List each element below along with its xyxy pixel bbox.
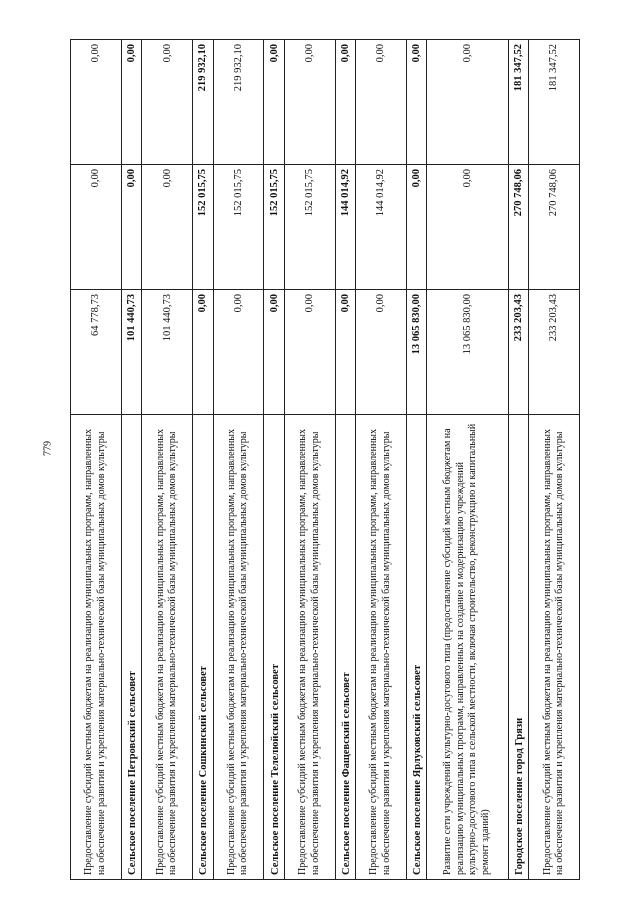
table-row-section [508,40,528,880]
row-value-3: 0,00 [356,40,407,165]
row-value-1: 0,00 [335,290,355,415]
row-value-2: 152 015,75 [284,165,335,290]
table-row-section [406,40,426,880]
row-value-3: 0,00 [406,40,426,165]
section-title: Сельское поселение Ярлуковский сельсовет [406,415,426,880]
row-value-3: 0,00 [71,40,122,165]
row-value-1: 13 065 830,00 [427,290,508,415]
row-value-3: 0,00 [121,40,141,165]
row-value-1: 0,00 [284,290,335,415]
section-title: Городское поселение город Грязи [508,415,528,880]
row-value-1: 101 440,73 [121,290,141,415]
table-row [427,40,508,880]
row-value-2: 144 014,92 [335,165,355,290]
row-value-2: 0,00 [142,165,193,290]
row-value-2: 0,00 [71,165,122,290]
row-value-1: 233 203,43 [508,290,528,415]
table-row [356,40,407,880]
row-value-2: 0,00 [406,165,426,290]
row-description: Развитие сети учреждений культурно-досугового типа (предоставление субсидий местным бюджетам на реализацию муниципальных программ, направленных на создание и модернизацию учреждений культурно-досугового типа в сельской местности, включая строительство, реконструкцию и капитальный ремонт зданий) [427,415,508,880]
row-description: Предоставление субсидий местным бюджетам на реализацию муниципальных программ, направленных на обеспечение развития и укрепления материально-технической базы муниципальных домов культуры [142,415,193,880]
row-value-3: 0,00 [284,40,335,165]
row-description: Предоставление субсидий местным бюджетам на реализацию муниципальных программ, направленных на обеспечение развития и укрепления материально-технической базы муниципальных домов культуры [284,415,335,880]
row-value-1: 64 778,73 [71,290,122,415]
budget-table [70,39,580,880]
row-value-2: 152 015,75 [264,165,284,290]
row-value-3: 181 347,52 [529,40,580,165]
table-row [529,40,580,880]
row-description: Предоставление субсидий местным бюджетам на реализацию муниципальных программ, направленных на обеспечение развития и укрепления материально-технической базы муниципальных домов культуры [71,415,122,880]
row-value-3: 0,00 [335,40,355,165]
row-value-3: 181 347,52 [508,40,528,165]
row-value-1: 13 065 830,00 [406,290,426,415]
row-value-3: 219 932,10 [193,40,213,165]
table-row [213,40,264,880]
row-value-3: 0,00 [142,40,193,165]
table-row [142,40,193,880]
table-row-section [264,40,284,880]
page-number: 779 [42,441,54,456]
row-value-1: 0,00 [264,290,284,415]
table-row-section [335,40,355,880]
row-value-1: 0,00 [356,290,407,415]
table-row-section [121,40,141,880]
rotated-table-container [70,40,580,880]
section-title: Сельское поселение Фащевский сельсовет [335,415,355,880]
table-row-section [193,40,213,880]
row-value-2: 144 014,92 [356,165,407,290]
table-row [71,40,122,880]
row-value-2: 270 748,06 [508,165,528,290]
section-title: Сельское поселение Петровский сельсовет [121,415,141,880]
row-description: Предоставление субсидий местным бюджетам на реализацию муниципальных программ, направленных на обеспечение развития и укрепления материально-технической базы муниципальных домов культуры [356,415,407,880]
row-value-1: 233 203,43 [529,290,580,415]
row-value-3: 219 932,10 [213,40,264,165]
row-value-1: 0,00 [193,290,213,415]
row-description: Предоставление субсидий местным бюджетам на реализацию муниципальных программ, направленных на обеспечение развития и укрепления материально-технической базы муниципальных домов культуры [529,415,580,880]
row-value-3: 0,00 [264,40,284,165]
row-value-1: 101 440,73 [142,290,193,415]
row-value-1: 0,00 [213,290,264,415]
row-description: Предоставление субсидий местным бюджетам на реализацию муниципальных программ, направленных на обеспечение развития и укрепления материально-технической базы муниципальных домов культуры [213,415,264,880]
budget-table-body [71,40,580,880]
row-value-2: 0,00 [121,165,141,290]
section-title: Сельское поселение Телелюйский сельсовет [264,415,284,880]
row-value-2: 0,00 [427,165,508,290]
row-value-2: 270 748,06 [529,165,580,290]
row-value-3: 0,00 [427,40,508,165]
section-title: Сельское поселение Сошкинский сельсовет [193,415,213,880]
table-row [284,40,335,880]
row-value-2: 152 015,75 [213,165,264,290]
row-value-2: 152 015,75 [193,165,213,290]
